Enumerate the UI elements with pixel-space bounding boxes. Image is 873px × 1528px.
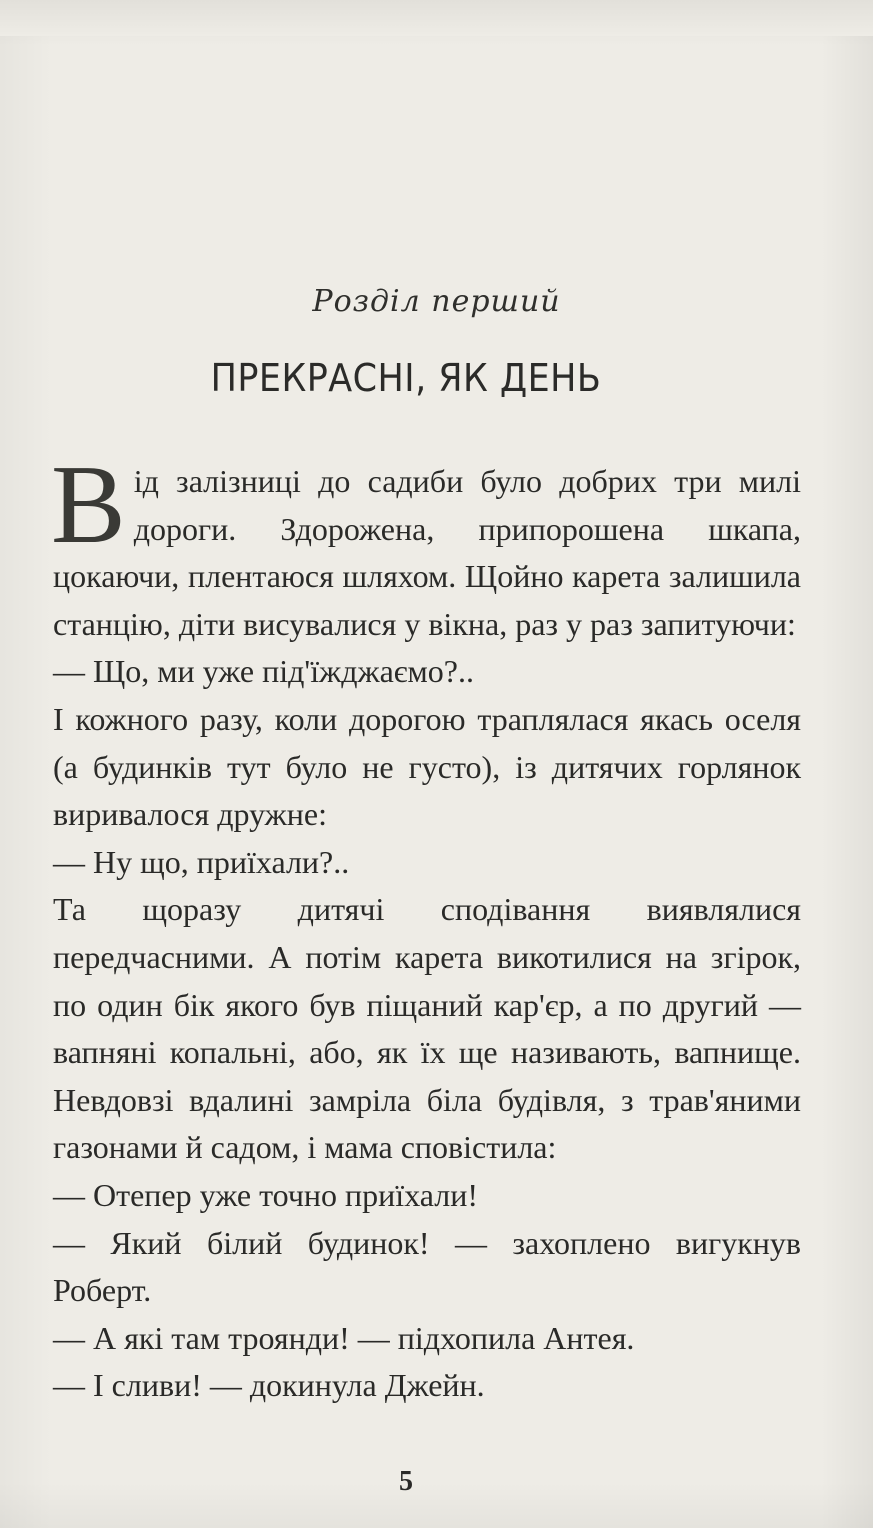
- page-number: 5: [399, 1466, 413, 1497]
- paragraph-9: — І сливи! — докинула Джейн.: [53, 1367, 485, 1404]
- paragraph-6: — Отепер уже точно приїхали!: [53, 1176, 478, 1213]
- drop-cap: В: [51, 443, 126, 567]
- body-text: [51, 443, 801, 1410]
- paragraph-3: І кожного разу, коли дорогою траплялася якась оселя (а будинків тут було не густо), із дитячих горлянок виривалося дружне:: [53, 700, 801, 833]
- page-top-edge: [0, 0, 873, 36]
- paragraph-8: — А які там троянди! — підхопила Антея.: [53, 1319, 635, 1356]
- paragraph-1-text: ід залізниці до садиби було добрих три милі дороги. Здорожена, припорошена шкапа, цокаючи, плентаюся шляхом. Щойно карета залишила станцію, діти висувалися у вікна, раз у раз запитуючи:: [53, 463, 801, 642]
- chapter-label: Розділ перший: [312, 284, 561, 319]
- chapter-title: ПРЕКРАСНІ, ЯК ДЕНЬ: [210, 356, 602, 400]
- paragraph-5: Та щоразу дитячі сподівання виявлялися передчасними. А потім карета викотилися на згірок, по один бік якого був піщаний кар'єр, а по другий — вапняні копальні, або, як їх ще називають, вапнище. Невдовзі вдалині замріла біла будівля, з трав'яними газонами й садом, і мама сповістила:: [53, 891, 801, 1166]
- paragraph-7: — Який білий будинок! — захоплено вигукнув Роберт.: [53, 1224, 801, 1309]
- paragraph-4: — Ну що, приїхали?..: [53, 843, 350, 880]
- paragraph-1: [51, 443, 801, 648]
- paragraph-2: — Що, ми уже під'їжджаємо?..: [53, 653, 474, 690]
